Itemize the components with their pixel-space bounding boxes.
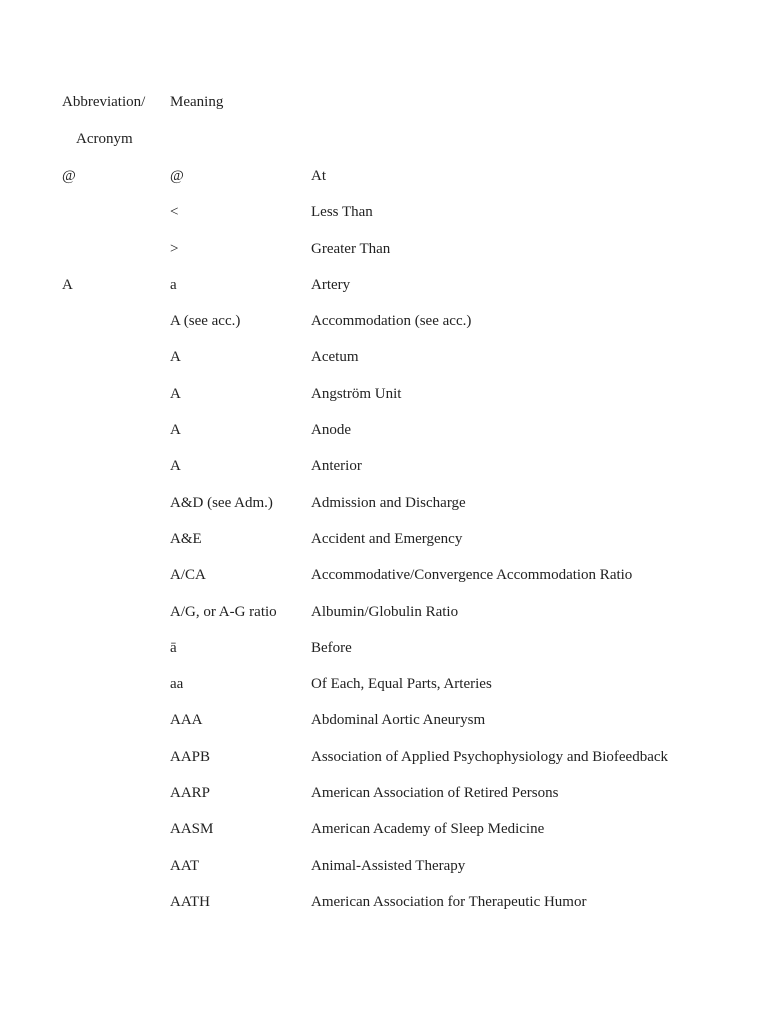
meaning-cell: Less Than <box>311 204 373 221</box>
header-acronym-label: Acronym <box>76 131 133 147</box>
section-letter: @ <box>62 168 76 184</box>
abbreviation-cell: A&E <box>170 530 202 547</box>
meaning-cell: Acetum <box>311 349 359 366</box>
abbreviation-cell: AAT <box>170 857 200 874</box>
table-row <box>62 167 712 203</box>
abbreviation-cell: A <box>170 458 181 475</box>
table-row <box>62 457 712 493</box>
abbreviation-cell: AARP <box>170 785 211 802</box>
meaning-cell: Animal-Assisted Therapy <box>311 857 466 874</box>
header-meaning-label: Meaning <box>170 94 224 110</box>
table-row <box>62 530 712 566</box>
section-letter: A <box>62 276 73 293</box>
meaning-cell: Abdominal Aortic Aneurysm <box>311 712 486 729</box>
abbreviation-cell: A <box>170 349 181 366</box>
table-row <box>62 348 712 384</box>
table-row <box>62 385 712 421</box>
meaning-cell: At <box>311 168 326 184</box>
abbreviation-cell: A <box>170 385 181 402</box>
meaning-cell: Greater Than <box>311 240 391 257</box>
abbreviation-cell: A (see acc.) <box>170 313 241 330</box>
abbreviation-table <box>62 167 712 929</box>
meaning-cell: Accommodative/Convergence Accommodation Ratio <box>311 567 633 584</box>
table-row <box>62 820 712 856</box>
meaning-cell: Admission and Discharge <box>311 494 466 511</box>
table-row <box>62 784 712 820</box>
abbreviation-cell: AATH <box>170 893 210 910</box>
abbreviation-cell: ā <box>170 639 177 656</box>
table-row <box>62 893 712 929</box>
meaning-cell: Of Each, Equal Parts, Arteries <box>311 676 492 693</box>
abbreviation-cell: A/CA <box>170 567 206 584</box>
abbreviation-cell: < <box>170 204 179 221</box>
table-row <box>62 675 712 711</box>
table-row <box>62 240 712 276</box>
table-row <box>62 421 712 457</box>
meaning-cell: Accommodation (see acc.) <box>311 313 472 330</box>
abbreviation-cell: A/G, or A-G ratio <box>170 603 277 620</box>
abbreviation-cell: > <box>170 240 179 257</box>
table-row <box>62 603 712 639</box>
abbreviation-cell: AASM <box>170 821 214 838</box>
meaning-cell: Anode <box>311 422 351 439</box>
abbreviation-cell: A <box>170 422 181 439</box>
table-row <box>62 312 712 348</box>
abbreviation-cell: a <box>170 276 177 293</box>
meaning-cell: Artery <box>311 276 351 293</box>
meaning-cell: American Academy of Sleep Medicine <box>311 821 545 838</box>
table-row <box>62 857 712 893</box>
table-row <box>62 711 712 747</box>
meaning-cell: American Association of Retired Persons <box>311 785 559 802</box>
meaning-cell: Association of Applied Psychophysiology and Biofeedback <box>311 748 669 765</box>
abbreviation-cell: aa <box>170 676 184 693</box>
abbreviation-cell: AAA <box>170 712 203 729</box>
table-row <box>62 748 712 784</box>
table-header <box>62 93 712 148</box>
table-row <box>62 494 712 530</box>
abbreviation-cell: A&D (see Adm.) <box>170 494 273 511</box>
meaning-cell: Before <box>311 639 352 656</box>
header-abbreviation-label: Abbreviation/ <box>62 94 146 110</box>
table-row <box>62 203 712 239</box>
meaning-cell: American Association for Therapeutic Humor <box>311 893 587 910</box>
table-row <box>62 276 712 312</box>
table-row <box>62 639 712 675</box>
header-acronym-line <box>62 130 712 148</box>
table-row <box>62 566 712 602</box>
meaning-cell: Anterior <box>311 458 362 475</box>
meaning-cell: Angström Unit <box>311 385 402 402</box>
abbreviation-cell: AAPB <box>170 748 211 765</box>
meaning-cell: Albumin/Globulin Ratio <box>311 603 459 620</box>
abbreviation-cell: @ <box>170 168 184 184</box>
meaning-cell: Accident and Emergency <box>311 530 463 547</box>
header-abbreviation-line <box>62 93 712 111</box>
